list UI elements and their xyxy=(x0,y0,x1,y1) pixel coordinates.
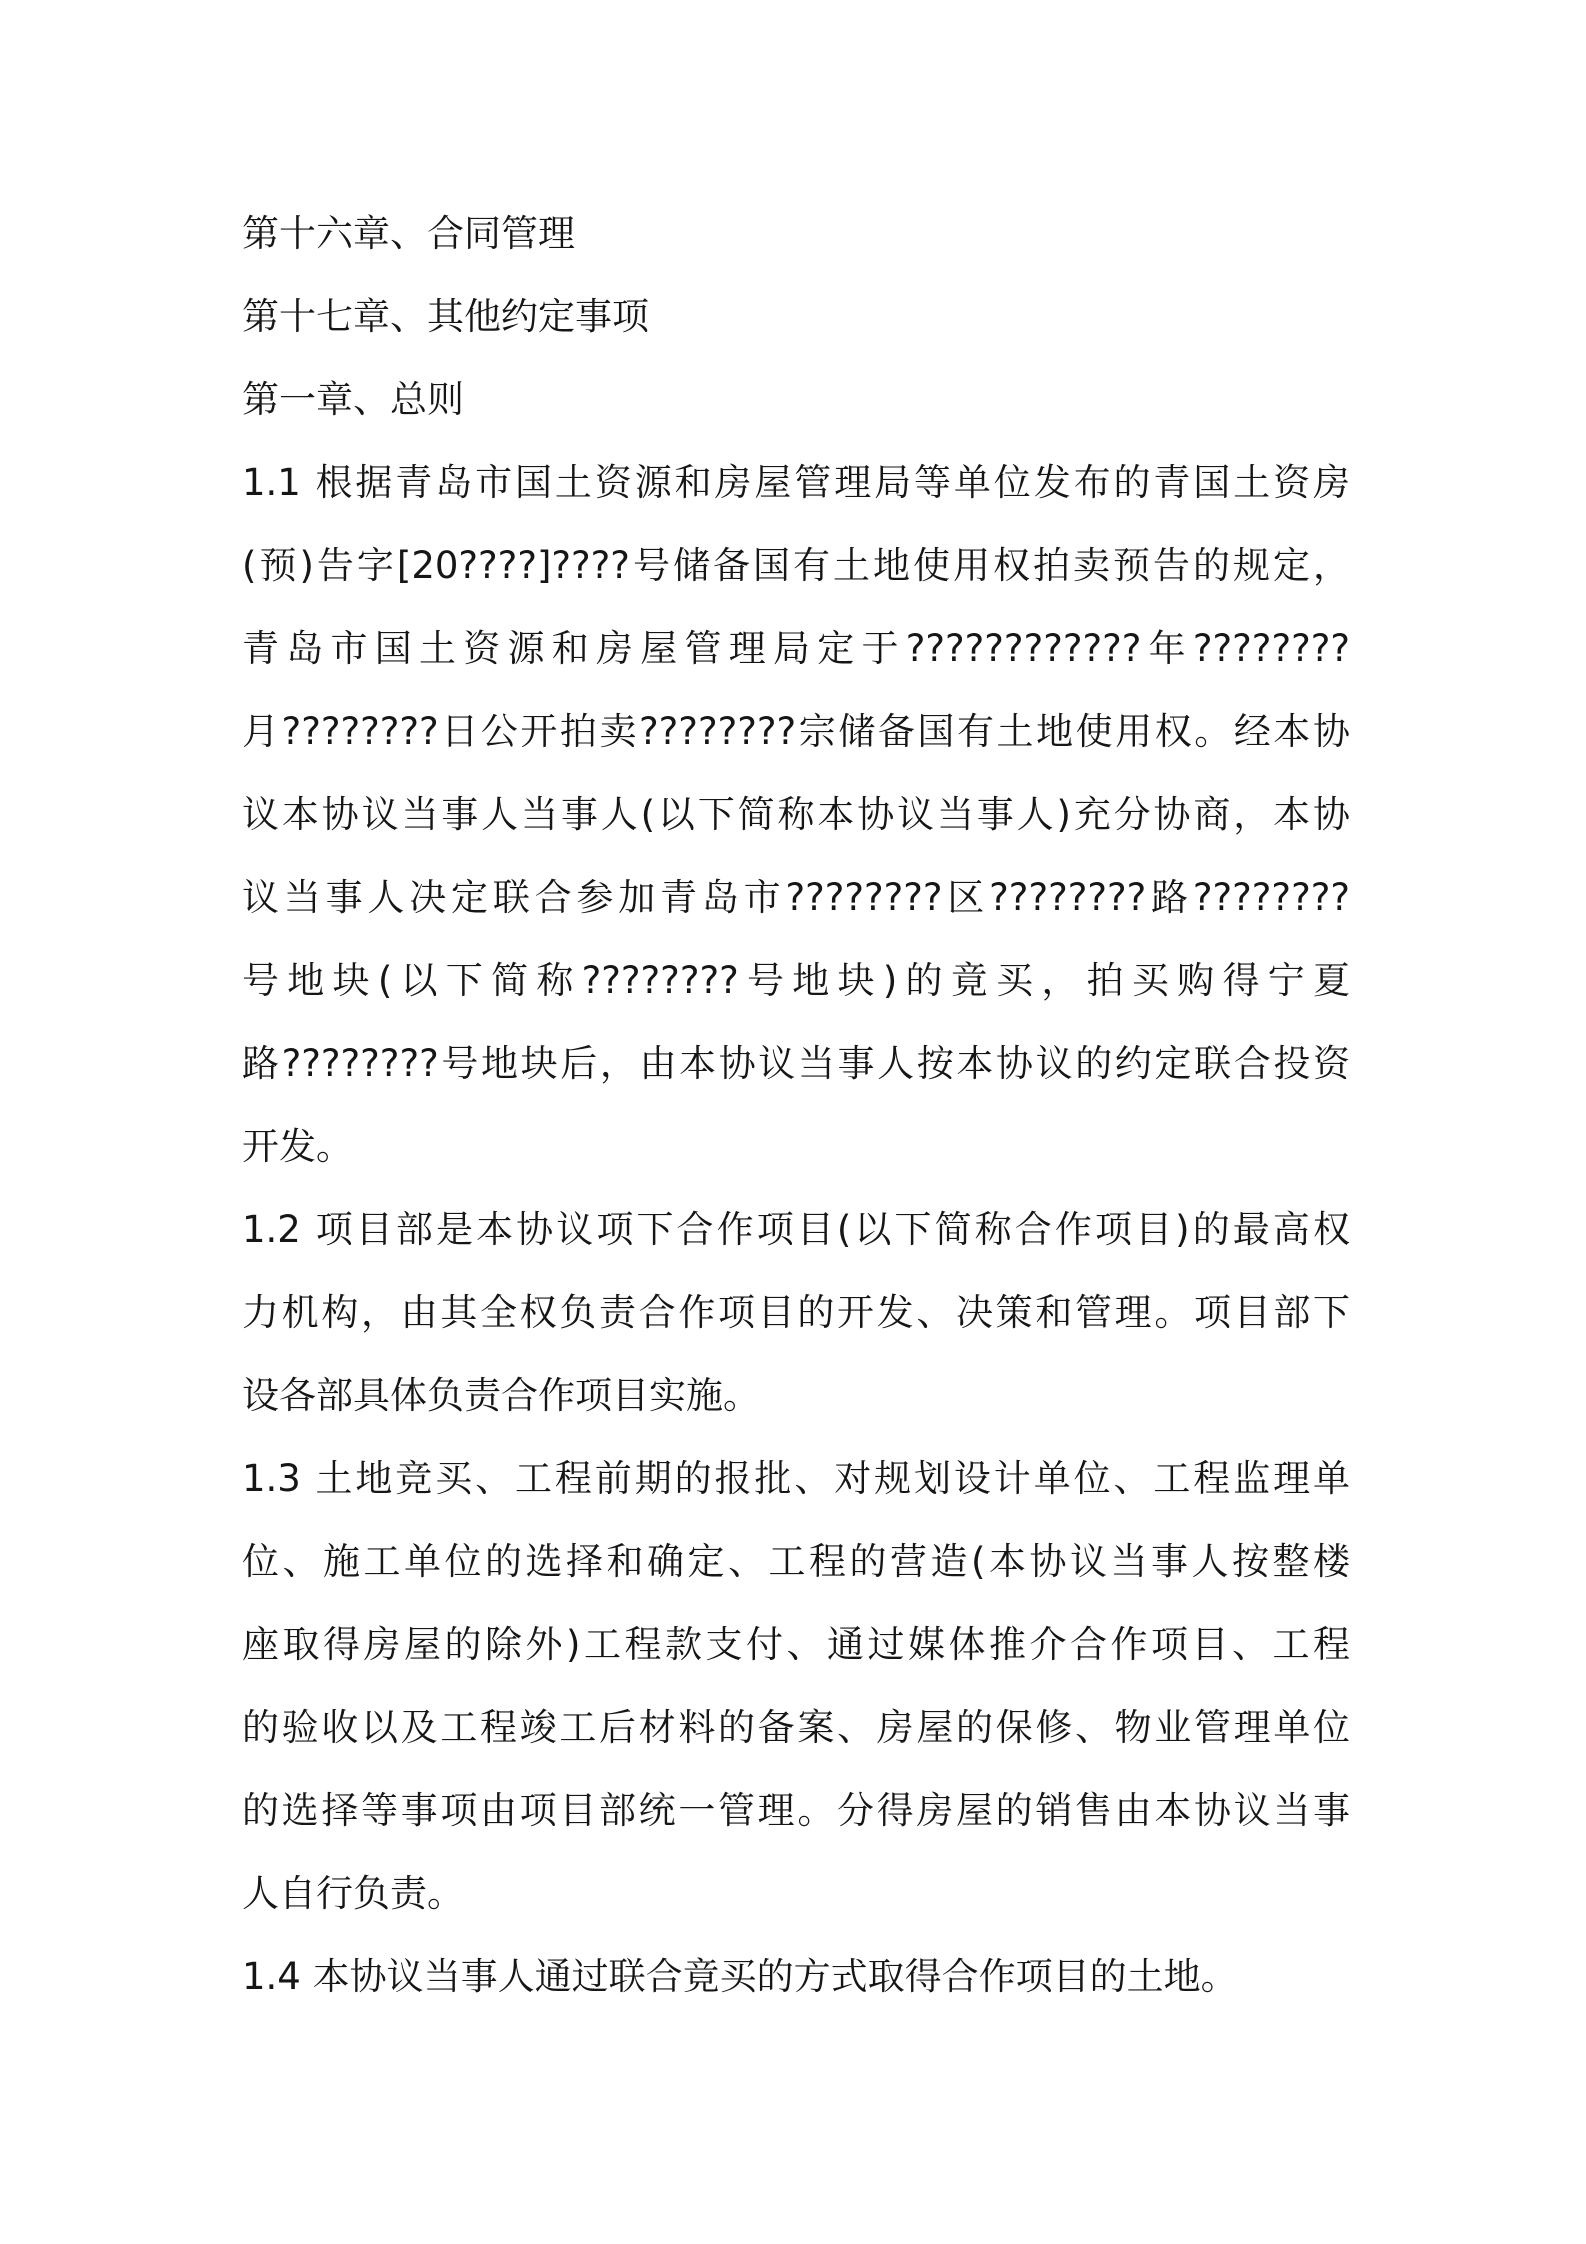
text-line: 议本协议当事人当事人(以下简称本协议当事人)充分协商，本协 xyxy=(242,793,1350,836)
chapter-heading-17: 第十七章、其他约定事项 xyxy=(242,295,649,338)
text-line: 1.1 根据青岛市国土资源和房屋管理局等单位发布的青国土资房 xyxy=(242,461,1350,504)
text-line: 开发。 xyxy=(242,1125,353,1168)
chapter-heading-16: 第十六章、合同管理 xyxy=(242,212,575,255)
text-line: 1.2 项目部是本协议项下合作项目(以下简称合作项目)的最高权 xyxy=(242,1208,1350,1251)
text-line: 设各部具体负责合作项目实施。 xyxy=(242,1374,760,1417)
text-line: 1.3 土地竞买、工程前期的报批、对规划设计单位、工程监理单 xyxy=(242,1457,1350,1500)
text-line: 位、施工单位的选择和确定、工程的营造(本协议当事人按整楼 xyxy=(242,1540,1350,1583)
document-page xyxy=(242,192,1350,2018)
text-line: 1.4 本协议当事人通过联合竟买的方式取得合作项目的土地。 xyxy=(242,1955,1238,1998)
clause-1-2 xyxy=(242,1188,1350,1437)
text-line: 议当事人决定联合参加青岛市????????区????????路???????? xyxy=(242,876,1350,919)
text-line: 力机构，由其全权负责合作项目的开发、决策和管理。项目部下 xyxy=(242,1291,1350,1334)
text-line: 号地块(以下简称????????号地块)的竟买，拍买购得宁夏 xyxy=(242,959,1350,1002)
text-line: (预)告字[20????]????号储备国有土地使用权拍卖预告的规定， xyxy=(242,544,1350,587)
text-line: 月????????日公开拍卖????????宗储备国有土地使用权。经本协 xyxy=(242,710,1350,753)
clause-1-1 xyxy=(242,441,1350,1188)
text-line: 的选择等事项由项目部统一管理。分得房屋的销售由本协议当事 xyxy=(242,1789,1350,1832)
text-line: 座取得房屋的除外)工程款支付、通过媒体推介合作项目、工程 xyxy=(242,1623,1350,1666)
clause-1-3 xyxy=(242,1437,1350,1935)
clause-1-4 xyxy=(242,1935,1350,2018)
text-line: 的验收以及工程竣工后材料的备案、房屋的保修、物业管理单位 xyxy=(242,1706,1350,1749)
text-line: 路????????号地块后，由本协议当事人按本协议的约定联合投资 xyxy=(242,1042,1350,1085)
text-line: 青岛市国土资源和房屋管理局定于????????????年???????? xyxy=(242,627,1350,670)
chapter-heading-1: 第一章、总则 xyxy=(242,378,464,421)
text-line: 人自行负责。 xyxy=(242,1872,464,1915)
